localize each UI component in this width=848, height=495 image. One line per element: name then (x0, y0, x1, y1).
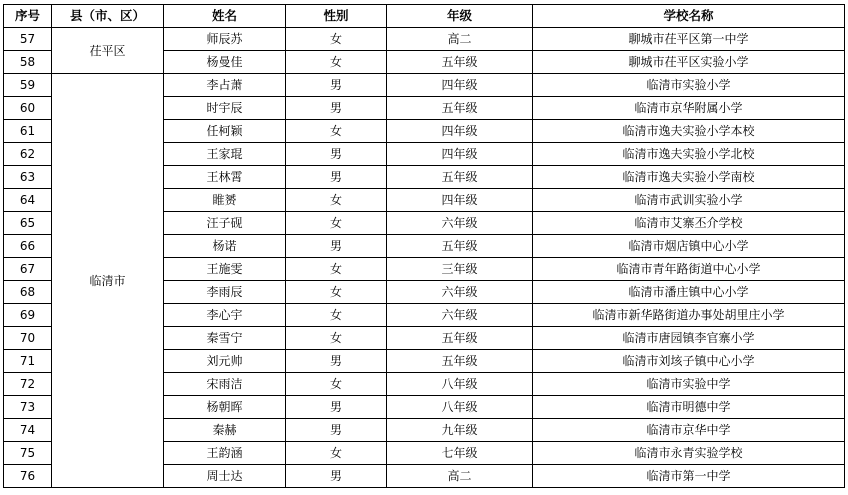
row-name: 时宇辰 (164, 97, 286, 120)
row-grade: 五年级 (387, 235, 533, 258)
row-name: 王施雯 (164, 258, 286, 281)
row-gender: 男 (286, 143, 387, 166)
row-school: 临清市京华附属小学 (533, 97, 845, 120)
row-gender: 女 (286, 120, 387, 143)
row-school: 临清市实验小学 (533, 74, 845, 97)
header-school: 学校名称 (533, 5, 845, 28)
header-grade: 年级 (387, 5, 533, 28)
row-grade: 五年级 (387, 97, 533, 120)
row-gender: 男 (286, 396, 387, 419)
row-county: 茌平区 (52, 28, 164, 74)
row-gender: 男 (286, 166, 387, 189)
row-name: 李雨辰 (164, 281, 286, 304)
row-seq: 64 (4, 189, 52, 212)
row-seq: 68 (4, 281, 52, 304)
row-name: 师辰苏 (164, 28, 286, 51)
row-grade: 高二 (387, 28, 533, 51)
row-name: 王林霄 (164, 166, 286, 189)
row-school: 临清市烟店镇中心小学 (533, 235, 845, 258)
row-name: 杨诺 (164, 235, 286, 258)
row-seq: 62 (4, 143, 52, 166)
header-gender: 性别 (286, 5, 387, 28)
row-grade: 四年级 (387, 120, 533, 143)
header-name: 姓名 (164, 5, 286, 28)
row-gender: 女 (286, 373, 387, 396)
row-grade: 五年级 (387, 166, 533, 189)
row-grade: 四年级 (387, 189, 533, 212)
row-grade: 七年级 (387, 442, 533, 465)
row-gender: 女 (286, 51, 387, 74)
row-name: 任柯颖 (164, 120, 286, 143)
row-grade: 四年级 (387, 74, 533, 97)
row-name: 秦雪宁 (164, 327, 286, 350)
row-grade: 八年级 (387, 396, 533, 419)
row-grade: 三年级 (387, 258, 533, 281)
row-grade: 五年级 (387, 327, 533, 350)
row-grade: 六年级 (387, 281, 533, 304)
row-seq: 72 (4, 373, 52, 396)
row-name: 汪子砚 (164, 212, 286, 235)
row-gender: 女 (286, 304, 387, 327)
row-grade: 四年级 (387, 143, 533, 166)
row-grade: 六年级 (387, 304, 533, 327)
student-roster-table (3, 4, 845, 488)
row-name: 睢赟 (164, 189, 286, 212)
row-gender: 男 (286, 465, 387, 488)
roster-body (4, 28, 845, 488)
row-seq: 74 (4, 419, 52, 442)
row-school: 临清市唐园镇李官寨小学 (533, 327, 845, 350)
row-seq: 61 (4, 120, 52, 143)
row-name: 宋雨洁 (164, 373, 286, 396)
row-school: 临清市实验中学 (533, 373, 845, 396)
row-name: 杨曼佳 (164, 51, 286, 74)
row-seq: 58 (4, 51, 52, 74)
row-school: 临清市潘庄镇中心小学 (533, 281, 845, 304)
row-grade: 六年级 (387, 212, 533, 235)
row-gender: 女 (286, 212, 387, 235)
row-name: 秦赫 (164, 419, 286, 442)
row-seq: 71 (4, 350, 52, 373)
row-name: 王韵涵 (164, 442, 286, 465)
row-school: 聊城市茌平区第一中学 (533, 28, 845, 51)
row-school: 临清市明德中学 (533, 396, 845, 419)
row-gender: 女 (286, 28, 387, 51)
header-county: 县（市、区） (52, 5, 164, 28)
row-seq: 69 (4, 304, 52, 327)
row-gender: 女 (286, 258, 387, 281)
row-grade: 九年级 (387, 419, 533, 442)
row-name: 杨朝晖 (164, 396, 286, 419)
row-grade: 五年级 (387, 350, 533, 373)
row-gender: 男 (286, 235, 387, 258)
row-gender: 男 (286, 419, 387, 442)
row-gender: 女 (286, 327, 387, 350)
row-school: 临清市青年路街道中心小学 (533, 258, 845, 281)
row-seq: 67 (4, 258, 52, 281)
header-seq: 序号 (4, 5, 52, 28)
row-school: 临清市京华中学 (533, 419, 845, 442)
row-name: 李心宇 (164, 304, 286, 327)
row-gender: 男 (286, 97, 387, 120)
row-grade: 五年级 (387, 51, 533, 74)
row-county: 临清市 (52, 74, 164, 488)
row-seq: 70 (4, 327, 52, 350)
row-school: 临清市武训实验小学 (533, 189, 845, 212)
row-seq: 59 (4, 74, 52, 97)
row-name: 刘元帅 (164, 350, 286, 373)
row-seq: 75 (4, 442, 52, 465)
row-school: 临清市艾寨丕介学校 (533, 212, 845, 235)
row-school: 聊城市茌平区实验小学 (533, 51, 845, 74)
row-grade: 高二 (387, 465, 533, 488)
row-seq: 57 (4, 28, 52, 51)
row-gender: 男 (286, 74, 387, 97)
row-school: 临清市逸夫实验小学南校 (533, 166, 845, 189)
row-school: 临清市新华路街道办事处胡里庄小学 (533, 304, 845, 327)
row-school: 临清市刘垓子镇中心小学 (533, 350, 845, 373)
row-name: 周士达 (164, 465, 286, 488)
row-seq: 76 (4, 465, 52, 488)
table-row (4, 74, 845, 97)
row-name: 王家琨 (164, 143, 286, 166)
row-name: 李占萧 (164, 74, 286, 97)
table-row (4, 28, 845, 51)
row-seq: 66 (4, 235, 52, 258)
row-seq: 63 (4, 166, 52, 189)
row-school: 临清市逸夫实验小学北校 (533, 143, 845, 166)
row-gender: 女 (286, 442, 387, 465)
row-seq: 73 (4, 396, 52, 419)
header-row (4, 5, 845, 28)
row-gender: 女 (286, 281, 387, 304)
row-school: 临清市逸夫实验小学本校 (533, 120, 845, 143)
row-school: 临清市永青实验学校 (533, 442, 845, 465)
row-grade: 八年级 (387, 373, 533, 396)
row-gender: 男 (286, 350, 387, 373)
row-seq: 65 (4, 212, 52, 235)
row-school: 临清市第一中学 (533, 465, 845, 488)
row-gender: 女 (286, 189, 387, 212)
row-seq: 60 (4, 97, 52, 120)
